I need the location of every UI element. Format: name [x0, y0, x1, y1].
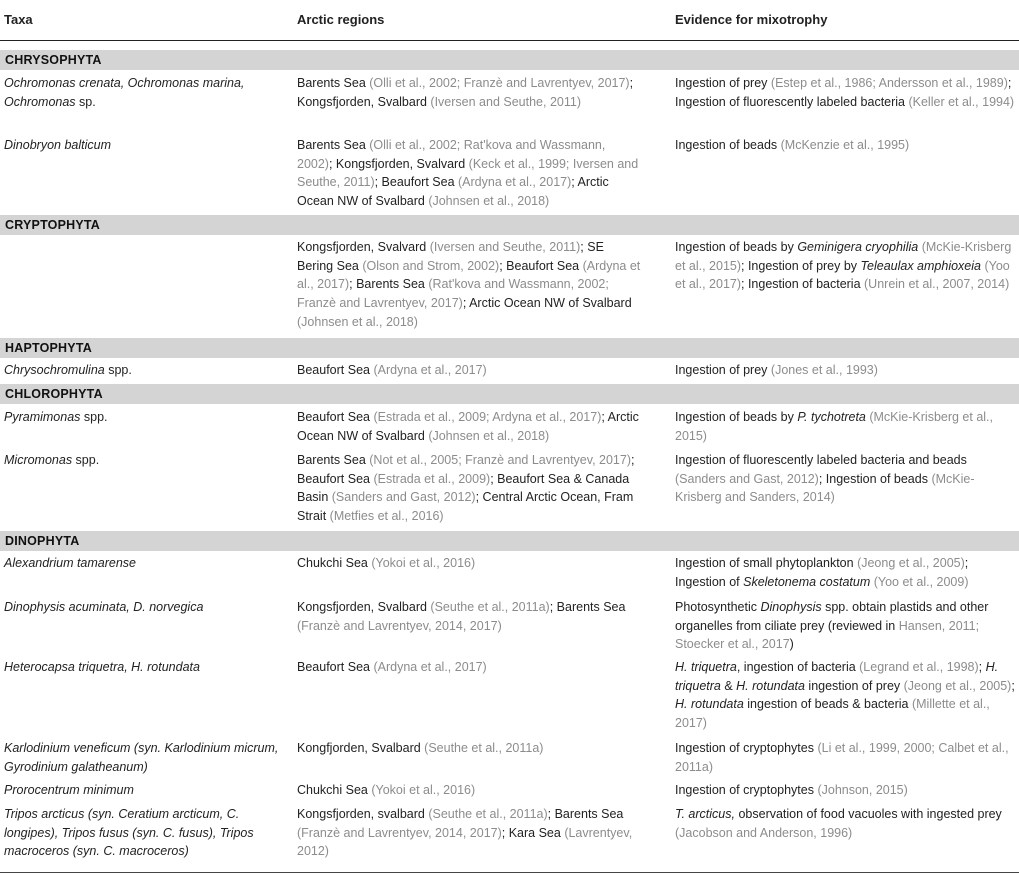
- text-run: observation of food vacuoles with ingested prey: [734, 807, 1002, 821]
- section-dinophyta: [0, 531, 1019, 551]
- text-run: Ingestion of beads by: [675, 240, 798, 254]
- citation: (Ardyna et al., 2017): [373, 363, 487, 377]
- text-run: ;: [1011, 678, 1015, 693]
- text-run: ; Beaufort Sea: [499, 258, 583, 273]
- table-cell-regions: [297, 781, 642, 800]
- citation: (Keller et al., 1994): [908, 94, 1015, 109]
- bottom-rule: [0, 872, 1019, 873]
- section-label: CHLOROPHYTA: [5, 387, 103, 401]
- text-run: ; Kongsfjorden, Svalvard: [328, 156, 469, 171]
- text-run: ; Barents Sea: [549, 600, 626, 614]
- text-run: Pyramimonas: [4, 410, 81, 424]
- citation: (Not et al., 2005; Franzè and Lavrentyev, 2017): [369, 453, 631, 467]
- citation: (Olli et al., 2002; Rat'kova and Wassmann, 2002): [297, 138, 606, 171]
- table-cell-taxa: [4, 361, 279, 380]
- text-run: Teleaulax amphioxeia: [860, 258, 981, 273]
- citation: (Seuthe et al., 2011a): [424, 741, 544, 755]
- citation: (Yoo et al., 2009): [873, 574, 969, 589]
- text-run: Ingestion of small phytoplankton: [675, 556, 858, 570]
- text-run: Dinobryon balticum: [4, 138, 111, 152]
- table-cell-regions: [297, 739, 642, 758]
- section-label: DINOPHYTA: [5, 534, 80, 548]
- text-run: Ingestion of fluorescently labeled bacteria and beads: [675, 453, 967, 467]
- table-cell-taxa: [4, 598, 279, 617]
- table-cell-regions: [297, 136, 642, 211]
- table-cell-evidence: [675, 74, 1017, 111]
- header-evidence: Evidence for mixotrophy: [675, 12, 828, 27]
- citation: (Sanders and Gast, 2012): [675, 471, 819, 486]
- citation: (Jacobson and Anderson, 1996): [675, 825, 853, 840]
- text-run: Chrysochromulina: [4, 363, 105, 377]
- table-cell-evidence: [675, 361, 1017, 380]
- citation: (Lavrentyev, 2012): [297, 825, 633, 859]
- table-cell-evidence: [675, 598, 1017, 654]
- text-run: ; Central Arctic Ocean, Fram Strait: [297, 490, 634, 524]
- section-cryptophyta: [0, 215, 1019, 235]
- citation: (Seuthe et al., 2011a): [428, 807, 548, 821]
- table-cell-taxa: [4, 451, 279, 470]
- text-run: ; Kongsfjorden, Svalbard: [297, 76, 634, 109]
- text-run: Barents Sea: [297, 453, 370, 467]
- text-run: Chukchi Sea: [297, 783, 372, 797]
- text-run: ingestion of beads & bacteria: [743, 697, 912, 712]
- citation: (Estrada et al., 2009; Ardyna et al., 2017): [373, 410, 602, 424]
- table-header: [0, 0, 1019, 41]
- citation: (Ardyna et al., 2017): [373, 660, 487, 674]
- citation: (Unrein et al., 2007, 2014): [864, 277, 1010, 292]
- section-chlorophyta: [0, 384, 1019, 404]
- table-cell-regions: [297, 598, 642, 635]
- table-cell-taxa: [4, 136, 279, 155]
- table-cell-regions: [297, 658, 642, 677]
- table-cell-evidence: [675, 136, 1017, 155]
- text-run: Barents Sea: [297, 138, 370, 152]
- text-run: H. triquetra: [675, 660, 999, 693]
- text-run: &: [720, 678, 737, 693]
- text-run: H. rotundata: [736, 678, 805, 693]
- text-run: Photosynthetic: [675, 600, 761, 614]
- table-cell-regions: [297, 238, 642, 332]
- text-run: ): [789, 637, 794, 652]
- text-run: T. arcticus,: [675, 807, 735, 821]
- text-run: ; Arctic Ocean NW of Svalbard: [297, 175, 609, 209]
- citation: (Yokoi et al., 2016): [371, 556, 476, 570]
- text-run: Ingestion of prey: [675, 363, 771, 377]
- table-cell-evidence: [675, 554, 1017, 591]
- text-run: ; Beaufort Sea: [374, 175, 458, 190]
- text-run: ; Ingestion of fluorescently labeled bacteria: [675, 76, 1012, 109]
- text-run: Ingestion of cryptophytes: [675, 783, 818, 797]
- text-run: ; Arctic Ocean NW of Svalbard: [297, 410, 639, 443]
- text-run: H. triquetra: [675, 660, 737, 674]
- table-cell-taxa: [4, 781, 279, 800]
- table-cell-regions: [297, 408, 642, 445]
- citation: (Legrand et al., 1998): [859, 660, 979, 674]
- header-arctic-regions: Arctic regions: [297, 12, 385, 27]
- citation: (Ardyna et al., 2017): [458, 175, 572, 190]
- table-cell-taxa: [4, 408, 279, 427]
- text-run: ; Barents Sea: [349, 277, 429, 292]
- citation: (Olli et al., 2002; Franzè and Lavrentyev, 2017): [369, 76, 630, 90]
- citation: (Franzè and Lavrentyev, 2014, 2017): [297, 825, 502, 840]
- citation: (Johnsen et al., 2018): [428, 428, 550, 443]
- text-run: ; Beaufort Sea & Canada Basin: [297, 471, 630, 505]
- text-run: spp. obtain plastids and other organelles from ciliate prey (reviewed in: [675, 600, 989, 633]
- text-run: Tripos arcticus (syn. Ceratium arcticum, C. longipes), Tripos fusus (syn. C. fusus), Tripos macroceros (syn. C. macroceros): [4, 807, 254, 859]
- citation: (Johnsen et al., 2018): [428, 194, 550, 209]
- citation: (Sanders and Gast, 2012): [331, 490, 476, 505]
- citation: (Franzè and Lavrentyev, 2014, 2017): [297, 618, 502, 633]
- text-run: P. tychotreta: [797, 410, 866, 424]
- table-cell-regions: [297, 554, 642, 573]
- text-run: ; Ingestion of: [675, 556, 969, 589]
- citation: (Yoo et al., 2017): [675, 258, 1010, 292]
- text-run: ; Beaufort Sea: [297, 453, 635, 486]
- citation: (Li et al., 1999, 2000; Calbet et al., 2011a): [675, 741, 1009, 774]
- table-cell-evidence: [675, 739, 1017, 776]
- table-cell-evidence: [675, 805, 1017, 842]
- text-run: Ingestion of prey: [675, 76, 771, 90]
- text-run: Heterocapsa triquetra, H. rotundata: [4, 660, 200, 674]
- citation: (Rat'kova and Wassmann, 2002; Franzè and Lavrentyev, 2017): [297, 277, 609, 311]
- text-run: Dinophysis acuminata, D. norvegica: [4, 600, 204, 614]
- citation: (Jones et al., 1993): [770, 363, 878, 377]
- text-run: ingestion of prey: [804, 678, 904, 693]
- section-haptophyta: [0, 338, 1019, 358]
- text-run: Prorocentrum minimum: [4, 783, 134, 797]
- section-label: CHRYSOPHYTA: [5, 53, 102, 67]
- text-run: Kongsfjorden, Svalbard: [297, 600, 431, 614]
- table-cell-taxa: [4, 74, 279, 111]
- table-cell-evidence: [675, 781, 1017, 800]
- text-run: ; Ingestion of bacteria: [741, 277, 865, 292]
- text-run: Beaufort Sea: [297, 363, 374, 377]
- table-cell-taxa: [4, 739, 279, 776]
- text-run: ; Kara Sea: [501, 825, 565, 840]
- text-run: Micromonas: [4, 453, 73, 467]
- citation: (Ardyna et al., 2017): [297, 258, 641, 292]
- citation: (Yokoi et al., 2016): [371, 783, 476, 797]
- citation: (Estep et al., 1986; Andersson et al., 1989): [770, 76, 1008, 90]
- section-label: HAPTOPHYTA: [5, 341, 92, 355]
- text-run: Ingestion of beads: [675, 138, 781, 152]
- citation: (Iversen and Seuthe, 2011): [429, 240, 581, 254]
- text-run: spp.: [80, 410, 108, 424]
- text-run: Ochromonas crenata, Ochromonas marina, Ochromonas: [4, 76, 245, 109]
- citation: (Estrada et al., 2009): [373, 471, 491, 486]
- text-run: ; Ingestion of beads: [818, 471, 932, 486]
- text-run: , ingestion of bacteria: [736, 660, 860, 674]
- table-cell-evidence: [675, 658, 1017, 733]
- text-run: Ingestion of beads by: [675, 410, 798, 424]
- section-label: CRYPTOPHYTA: [5, 218, 101, 232]
- citation: (Johnson, 2015): [817, 783, 908, 797]
- citation: (McKie-Krisberg and Sanders, 2014): [675, 471, 975, 505]
- citation: (Jeong et al., 2005): [903, 678, 1012, 693]
- text-run: Karlodinium veneficum (syn. Karlodinium micrum, Gyrodinium galatheanum): [4, 741, 279, 774]
- text-run: ;: [978, 660, 986, 674]
- text-run: Barents Sea: [297, 76, 370, 90]
- text-run: Alexandrium tamarense: [4, 556, 137, 570]
- citation: (Metfies et al., 2016): [329, 509, 444, 524]
- table-cell-evidence: [675, 451, 1017, 507]
- text-run: ; Barents Sea: [547, 807, 624, 821]
- table-cell-taxa: [4, 658, 279, 677]
- table-cell-regions: [297, 74, 642, 111]
- citation: (McKenzie et al., 1995): [780, 138, 910, 152]
- text-run: Kongsfjorden, svalbard: [297, 807, 429, 821]
- text-run: Skeletonema costatum: [743, 574, 871, 589]
- text-run: Beaufort Sea: [297, 410, 374, 424]
- text-run: spp.: [72, 453, 100, 467]
- text-run: Beaufort Sea: [297, 660, 374, 674]
- table-cell-taxa: [4, 554, 279, 573]
- citation: (Olson and Strom, 2002): [362, 258, 500, 273]
- table-cell-taxa: [4, 805, 279, 861]
- header-taxa: Taxa: [4, 12, 33, 27]
- table-cell-regions: [297, 451, 642, 526]
- text-run: ; Ingestion of prey by: [741, 258, 861, 273]
- text-run: sp.: [75, 94, 96, 109]
- text-run: Chukchi Sea: [297, 556, 372, 570]
- text-run: spp.: [104, 363, 132, 377]
- citation: (Johnsen et al., 2018): [297, 314, 418, 329]
- citation: Hansen, 2011; Stoecker et al., 2017: [675, 618, 980, 652]
- text-run: Ingestion of cryptophytes: [675, 741, 818, 755]
- text-run: Kongfjorden, Svalbard: [297, 741, 425, 755]
- text-run: Geminigera cryophilia: [797, 240, 919, 254]
- text-run: Kongsfjorden, Svalvard: [297, 240, 430, 254]
- table-cell-evidence: [675, 238, 1017, 294]
- citation: (Keck et al., 1999; Iversen and Seuthe, 2011): [297, 156, 639, 190]
- section-chrysophyta: [0, 50, 1019, 70]
- citation: (Jeong et al., 2005): [857, 556, 965, 570]
- table-cell-regions: [297, 805, 642, 861]
- citation: (Iversen and Seuthe, 2011): [430, 94, 581, 109]
- text-run: H. rotundata: [675, 697, 744, 712]
- table-cell-regions: [297, 361, 642, 380]
- citation: (McKie-Krisberg et al., 2015): [675, 410, 994, 443]
- text-run: ; SE Bering Sea: [297, 240, 604, 273]
- citation: (Millette et al., 2017): [675, 697, 990, 731]
- text-run: Dinophysis: [760, 600, 822, 614]
- citation: (Seuthe et al., 2011a): [430, 600, 550, 614]
- citation: (McKie-Krisberg et al., 2015): [675, 240, 1012, 273]
- table-cell-evidence: [675, 408, 1017, 445]
- text-run: ; Arctic Ocean NW of Svalbard: [462, 296, 632, 311]
